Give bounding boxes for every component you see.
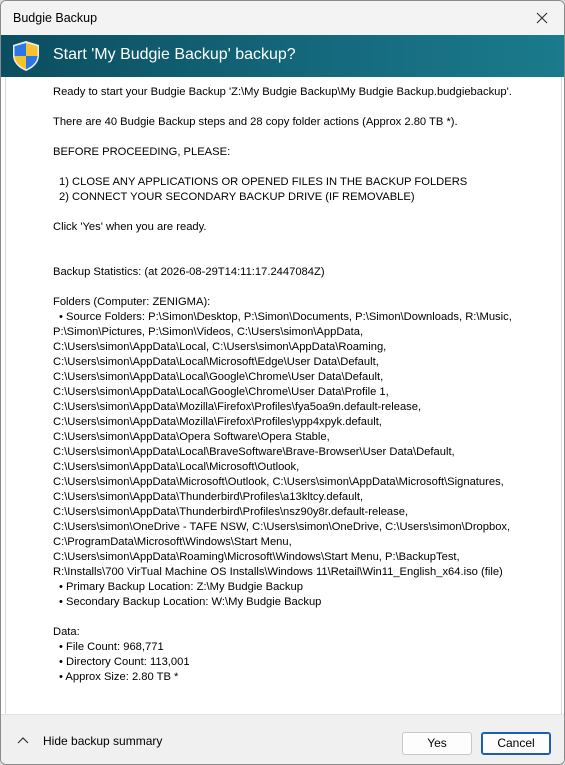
source-folder-line: C:\Users\simon\AppData\Local\Google\Chrome\User Data\Default, [53,371,384,383]
source-folder-line: P:\Simon\Pictures, P:\Simon\Videos, C:\Users\simon\AppData, [53,326,364,338]
source-folder-line: C:\Users\simon\AppData\Opera Software\Opera Stable, [53,431,330,443]
file-count-item: • File Count: 968,771 [59,641,164,653]
source-folder-line: C:\Users\simon\AppData\Mozilla\Firefox\Profiles\ypp4xpyk.default, [53,416,382,428]
source-folder-line: C:\Users\simon\AppData\Roaming\Microsoft\Windows\Start Menu, P:\BackupTest, [53,551,460,563]
source-folder-line: C:\Users\simon\AppData\Local\Microsoft\Edge\User Data\Default, [53,356,379,368]
ready-message: Ready to start your Budgie Backup 'Z:\My Budgie Backup\My Budgie Backup.budgiebackup'. [53,86,512,98]
approx-size-item: • Approx Size: 2.80 TB * [59,671,179,683]
instruction-item: 2) CONNECT YOUR SECONDARY BACKUP DRIVE (IF REMOVABLE) [59,191,415,203]
steps-message: There are 40 Budgie Backup steps and 28 copy folder actions (Approx 2.80 TB *). [53,116,458,128]
yes-button[interactable]: Yes [402,732,472,755]
backup-statistics-heading: Backup Statistics: (at 2026-08-29T14:11:17.2447084Z) [53,266,325,278]
hide-summary-label: Hide backup summary [43,734,163,748]
source-folder-line: R:\Installs\700 VirTual Machine OS Installs\Windows 11\Retail\Win11_English_x64.iso (file) [53,566,503,578]
close-button[interactable] [520,1,564,35]
folders-heading: Folders (Computer: ZENIGMA): [53,296,211,308]
header-banner [1,35,564,77]
window-title: Budgie Backup [13,11,98,25]
primary-location-item: • Primary Backup Location: Z:\My Budgie Backup [59,581,303,593]
source-folder-line: C:\Users\simon\AppData\Mozilla\Firefox\Profiles\fya5oa9n.default-release, [53,401,422,413]
cancel-button[interactable]: Cancel [481,732,551,755]
instruction-item: 1) CLOSE ANY APPLICATIONS OR OPENED FILES IN THE BACKUP FOLDERS [59,176,468,188]
title-bar [1,1,564,35]
secondary-location-item: • Secondary Backup Location: W:\My Budgie Backup [59,596,322,608]
source-folder-line: C:\Users\simon\AppData\Thunderbird\Profiles\a13kltcy.default, [53,491,364,503]
source-folder-line: C:\ProgramData\Microsoft\Windows\Start Menu, [53,536,292,548]
source-folders-item: • Source Folders: P:\Simon\Desktop, P:\Simon\Documents, P:\Simon\Downloads, R:\Music, [59,311,512,323]
summary-text [53,85,553,685]
summary-content [5,77,562,714]
source-folder-line: C:\Users\simon\AppData\Local\Google\Chrome\User Data\Profile 1, [53,386,389,398]
uac-shield-icon [11,40,41,72]
source-folder-line: C:\Users\simon\AppData\Thunderbird\Profiles\nsz90y8r.default-release, [53,506,409,518]
directory-count-item: • Directory Count: 113,001 [59,656,190,668]
source-folder-line: C:\Users\simon\OneDrive - TAFE NSW, C:\Users\simon\OneDrive, C:\Users\simon\Dropbox, [53,521,511,533]
close-icon [536,12,548,24]
banner-title: Start 'My Budgie Backup' backup? [53,46,296,63]
dialog-footer [1,714,564,765]
before-proceeding-heading: BEFORE PROCEEDING, PLEASE: [53,146,231,158]
source-folder-line: C:\Users\simon\AppData\Local\BraveSoftware\Brave-Browser\User Data\Default, [53,446,455,458]
data-heading: Data: [53,626,80,638]
chevron-up-icon [17,736,29,746]
source-folder-line: C:\Users\simon\AppData\Local, C:\Users\simon\AppData\Roaming, [53,341,387,353]
source-folder-line: C:\Users\simon\AppData\Microsoft\Outlook, C:\Users\simon\AppData\Microsoft\Signatures, [53,476,504,488]
click-yes-message: Click 'Yes' when you are ready. [53,221,207,233]
source-folder-line: C:\Users\simon\AppData\Local\Microsoft\Outlook, [53,461,300,473]
